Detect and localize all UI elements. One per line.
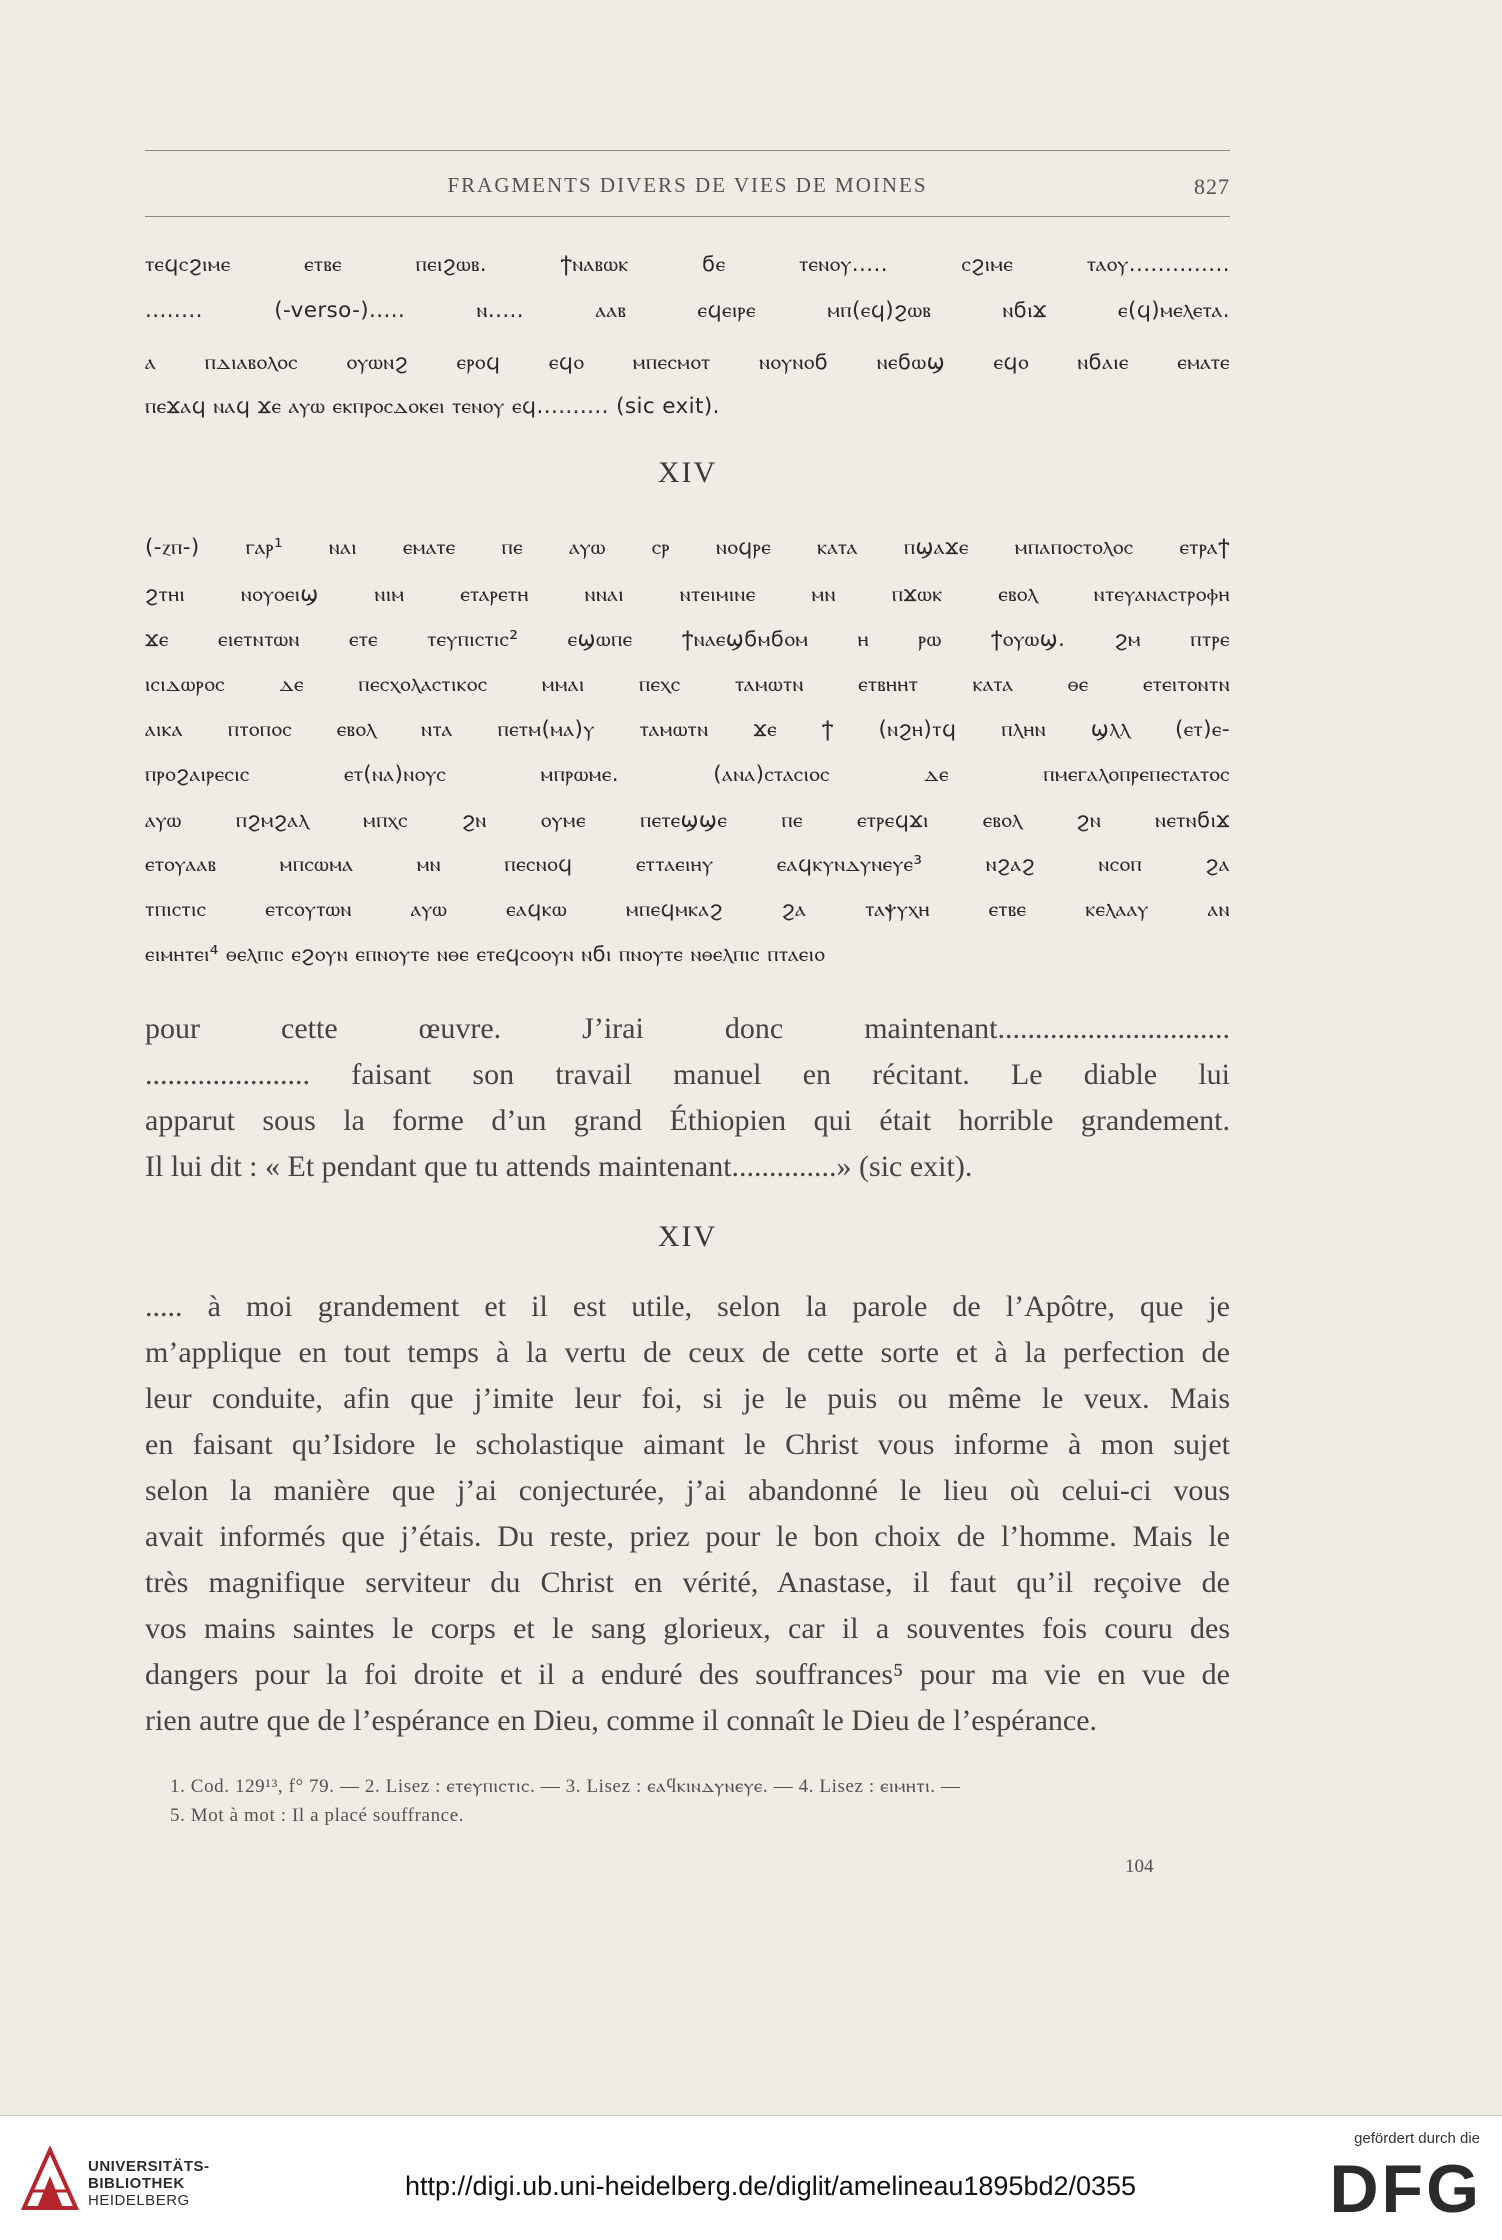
french-line: selon la manière que j’ai conjecturée, j’ai abandonné le lieu où celui-ci vous <box>145 1474 1230 1507</box>
digitization-footer <box>0 2115 1502 2240</box>
coptic-line: ⲁ ⲡⲇⲓⲁⲃⲟⲗⲟⲥ ⲟⲩⲱⲛϩ ⲉⲣⲟϥ ⲉϥⲟ ⲙⲡⲉⲥⲙⲟⲧ ⲛⲟⲩⲛⲟϭ ⲛⲉϭⲱϣ ⲉϥⲟ ⲛϭⲁⲓⲉ ⲉⲙⲁⲧⲉ <box>145 350 1230 375</box>
french-line: Il lui dit : « Et pendant que tu attends maintenant..............» (sic exit). <box>145 1150 973 1183</box>
coptic-line: ⲧⲡⲓⲥⲧⲓⲥ ⲉⲧⲥⲟⲩⲧⲱⲛ ⲁⲩⲱ ⲉⲁϥⲕⲱ ⲙⲡⲉϥⲙⲕⲁϩ ϩⲁ ⲧⲁⲯⲩⲭⲏ ⲉⲧⲃⲉ ⲕⲉⲗⲁⲁⲩ ⲁⲛ <box>145 897 1230 922</box>
french-line: rien autre que de l’espérance en Dieu, comme il connaît le Dieu de l’espérance. <box>145 1704 1098 1737</box>
footnote-line: 1. Cod. 129¹³, f° 79. — 2. Lisez : ⲉⲧⲉⲩⲡⲓⲥⲧⲓⲥ. — 3. Lisez : ⲉⲁϥⲕⲓⲛⲇⲩⲛⲉⲩⲉ. — 4. Lisez : ⲉⲓⲙⲏⲧⲓ. — <box>170 1776 961 1797</box>
coptic-line: ⲁⲩⲱ ⲡϩⲙϩⲁⲗ ⲙⲡⲭⲥ ϩⲛ ⲟⲩⲙⲉ ⲡⲉⲧⲉϣϣⲉ ⲡⲉ ⲉⲧⲣⲉϥϫⲓ ⲉⲃⲟⲗ ϩⲛ ⲛⲉⲧⲛϭⲓϫ <box>145 808 1230 833</box>
coptic-line: ϫⲉ ⲉⲓⲉⲧⲛⲧⲱⲛ ⲉⲧⲉ ⲧⲉⲩⲡⲓⲥⲧⲓⲥ² ⲉϣⲱⲡⲉ ϯⲛⲁⲉϣϭⲙϭⲟⲙ ⲏ ⲣⲱ ϯⲟⲩⲱϣ. ϩⲙ ⲡⲧⲣⲉ <box>145 627 1230 652</box>
french-line: leur conduite, afin que j’imite leur foi, si je le puis ou même le veux. Mais <box>145 1382 1230 1415</box>
french-line: avait informés que j’étais. Du reste, priez pour le bon choix de l’homme. Mais le <box>145 1520 1230 1553</box>
footnote-line: 5. Mot à mot : Il a placé souffrance. <box>170 1805 465 1826</box>
running-title: FRAGMENTS DIVERS DE VIES DE MOINES <box>447 173 928 197</box>
french-line: ...................... faisant son travail manuel en récitant. Le diable lui <box>145 1058 1230 1091</box>
french-line: dangers pour la foi droite et il a enduré des souffrances⁵ pour ma vie en vue de <box>145 1658 1230 1691</box>
permalink-url[interactable]: http://digi.ub.uni-heidelberg.de/diglit/amelineau1895bd2/0355 <box>405 2171 1137 2201</box>
french-line: pour cette œuvre. J’irai donc maintenant............................... <box>145 1012 1230 1045</box>
section-heading-coptic: XIV <box>657 456 718 489</box>
coptic-line: ⲁⲓⲕⲁ ⲡⲧⲟⲡⲟⲥ ⲉⲃⲟⲗ ⲛⲧⲁ ⲡⲉⲧⲙ(ⲙⲁ)ⲩ ⲧⲁⲙⲱⲧⲛ ϫⲉ ϯ (ⲛϩⲏ)ⲧϥ ⲡⲗⲏⲛ ϣⲗⲗ (ⲉⲧ)ⲉ- <box>145 717 1230 742</box>
coptic-line: ⲧⲉϥⲥϩⲓⲙⲉ ⲉⲧⲃⲉ ⲡⲉⲓϩⲱⲃ. ϯⲛⲁⲃⲱⲕ ϭⲉ ⲧⲉⲛⲟⲩ..... ⲥϩⲓⲙⲉ ⲧⲁⲟⲩ.............. <box>145 252 1230 277</box>
french-line: apparut sous la forme d’un grand Éthiopien qui était horrible grandement. <box>145 1104 1230 1137</box>
funding-caption: gefördert durch die <box>1354 2130 1480 2147</box>
french-line: m’applique en tout temps à la vertu de ceux de cette sorte et à la perfection de <box>145 1336 1230 1369</box>
dfg-logo: DFG <box>1329 2151 1482 2227</box>
coptic-line: ........ (-verso-)..... ⲛ..... ⲁⲁⲃ ⲉϥⲉⲓⲣⲉ ⲙⲡ(ⲉϥ)ϩⲱⲃ ⲛϭⲓϫ ⲉ(ϥ)ⲙⲉⲗⲉⲧⲁ. <box>145 298 1230 323</box>
coptic-line: (-ⲍⲡ-) ⲅⲁⲣ¹ ⲛⲁⲓ ⲉⲙⲁⲧⲉ ⲡⲉ ⲁⲩⲱ ⲥⲣ ⲛⲟϥⲣⲉ ⲕⲁⲧⲁ ⲡϣⲁϫⲉ ⲙⲡⲁⲡⲟⲥⲧⲟⲗⲟⲥ ⲉⲧⲣⲁϯ <box>145 535 1230 560</box>
section-heading-french: XIV <box>657 1220 718 1253</box>
coptic-line: ⲉⲓⲙⲏⲧⲉⲓ⁴ ⲑⲉⲗⲡⲓⲥ ⲉϩⲟⲩⲛ ⲉⲡⲛⲟⲩⲧⲉ ⲛⲑⲉ ⲉⲧⲉϥⲥⲟⲟⲩⲛ ⲛϭⲓ ⲡⲛⲟⲩⲧⲉ ⲛⲑⲉⲗⲡⲓⲥ ⲡⲧⲁⲉⲓⲟ <box>145 942 826 967</box>
page-number: 827 <box>1194 174 1230 199</box>
university-library-logo-icon <box>20 2146 80 2211</box>
header-top-rule <box>145 150 1230 151</box>
french-line: en faisant qu’Isidore le scholastique aimant le Christ vous informe à mon sujet <box>145 1428 1230 1461</box>
folio-signature: 104 <box>1125 1856 1154 1877</box>
running-header <box>145 170 1230 210</box>
french-line: ..... à moi grandement et il est utile, selon la parole de l’Apôtre, que je <box>145 1290 1230 1323</box>
coptic-line: ⲡⲣⲟϩⲁⲓⲣⲉⲥⲓⲥ ⲉⲧ(ⲛⲁ)ⲛⲟⲩⲥ ⲙⲡⲣⲱⲙⲉ. (ⲁⲛⲁ)ⲥⲧⲁⲥⲓⲟⲥ ⲇⲉ ⲡⲙⲉⲅⲁⲗⲟⲡⲣⲉⲡⲉⲥⲧⲁⲧⲟⲥ <box>145 762 1230 787</box>
coptic-line: ⲉⲧⲟⲩⲁⲁⲃ ⲙⲡⲥⲱⲙⲁ ⲙⲛ ⲡⲉⲥⲛⲟϥ ⲉⲧⲧⲁⲉⲓⲏⲩ ⲉⲁϥⲕⲩⲛⲇⲩⲛⲉⲩⲉ³ ⲛϩⲁϩ ⲛⲥⲟⲡ ϩⲁ <box>145 852 1230 877</box>
french-line: vos mains saintes le corps et le sang glorieux, car il a souventes fois couru des <box>145 1612 1230 1645</box>
french-line: très magnifique serviteur du Christ en vérité, Anastase, il faut qu’il reçoive de <box>145 1566 1230 1599</box>
coptic-line: ⲓⲥⲓⲇⲱⲣⲟⲥ ⲇⲉ ⲡⲉⲥⲭⲟⲗⲁⲥⲧⲓⲕⲟⲥ ⲙⲙⲁⲓ ⲡⲉⲭⲥ ⲧⲁⲙⲱⲧⲛ ⲉⲧⲃⲏⲏⲧ ⲕⲁⲧⲁ ⲑⲉ ⲉⲧⲉⲓⲧⲟⲛⲧⲛ <box>145 672 1230 697</box>
library-name: UNIVERSITÄTS- BIBLIOTHEK HEIDELBERG <box>88 2158 210 2209</box>
header-bottom-rule <box>145 216 1230 217</box>
coptic-line: ϩⲧⲏⲓ ⲛⲟⲩⲟⲉⲓϣ ⲛⲓⲙ ⲉⲧⲁⲣⲉⲧⲏ ⲛⲛⲁⲓ ⲛⲧⲉⲓⲙⲓⲛⲉ ⲙⲛ ⲡϫⲱⲕ ⲉⲃⲟⲗ ⲛⲧⲉⲩⲁⲛⲁⲥⲧⲣⲟⲫⲏ <box>145 582 1230 607</box>
coptic-line: ⲡⲉϫⲁϥ ⲛⲁϥ ϫⲉ ⲁⲩⲱ ⲉⲕⲡⲣⲟⲥⲇⲟⲕⲉⲓ ⲧⲉⲛⲟⲩ ⲉϥ.......... (sic exit). <box>145 394 720 419</box>
